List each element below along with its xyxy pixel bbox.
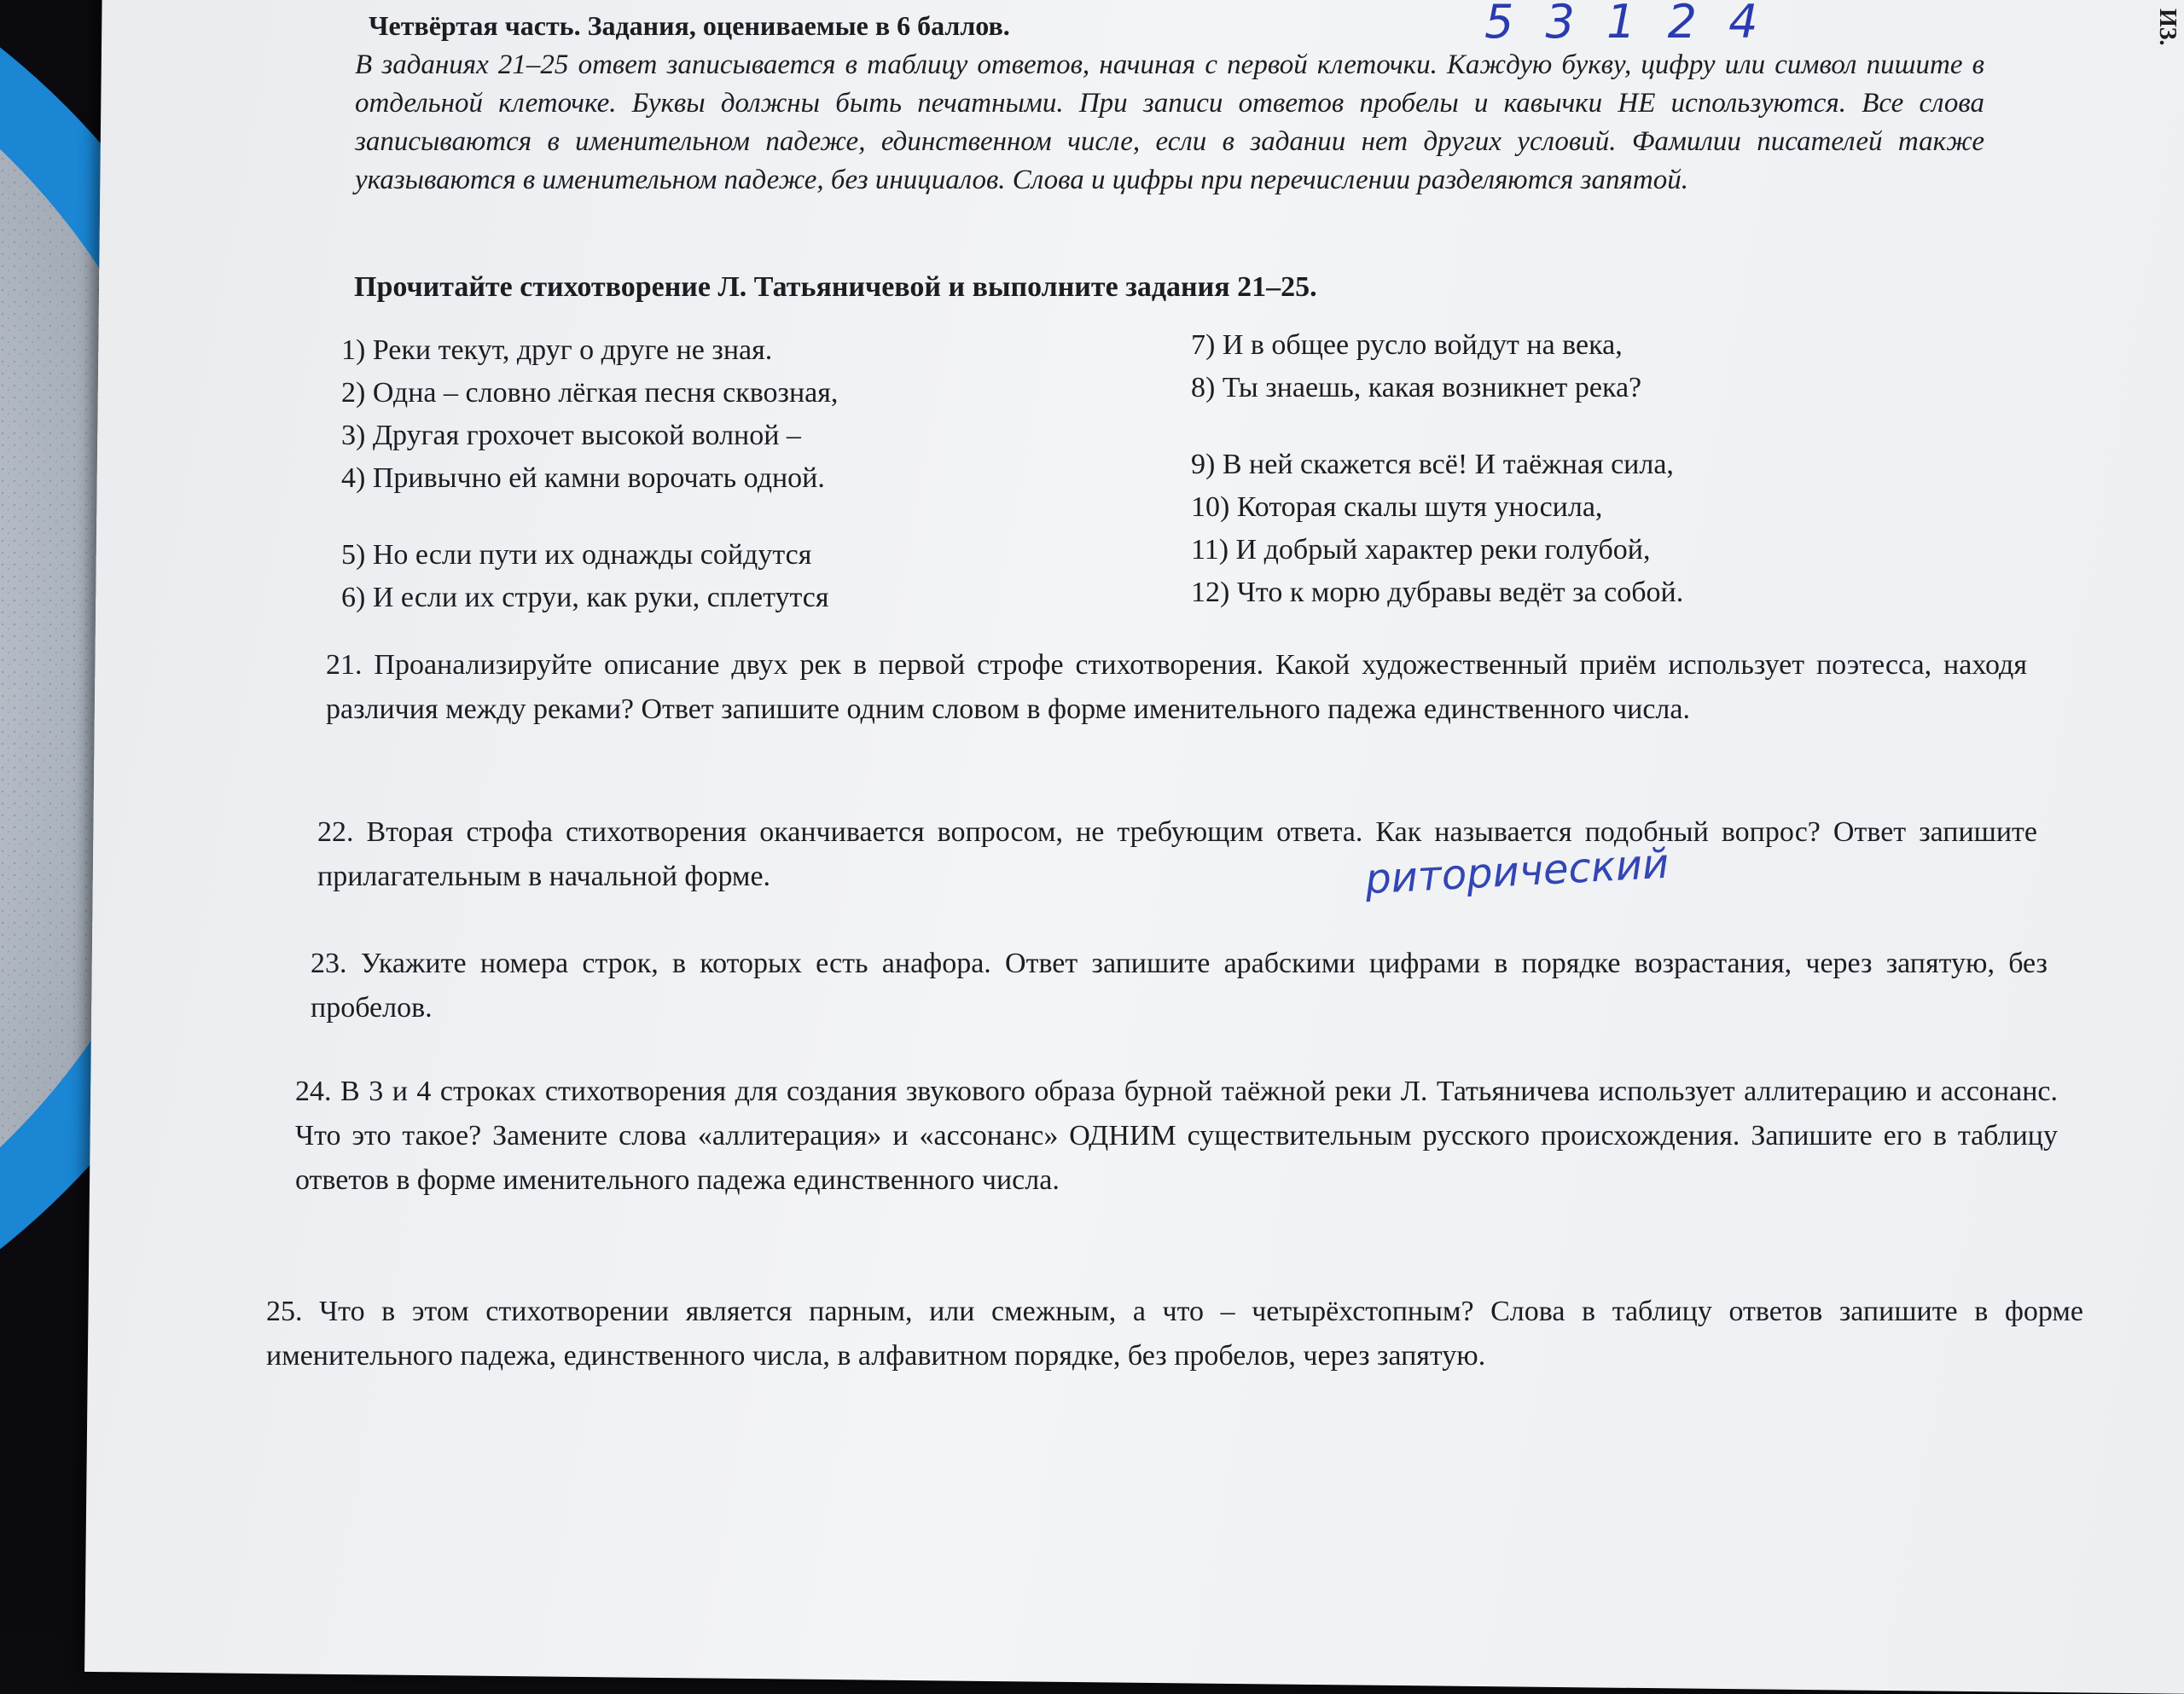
poem-line: 2) Одна – словно лёгкая песня сквозная, [341, 377, 839, 409]
question-text: 22. Вторая строфа стихотворения оканчивается вопросом, не требующим ответа. Как называется подобный вопрос? Ответ запишите прилагательным в начальной форме. [317, 816, 2037, 892]
question-text: 25. Что в этом стихотворении является парным, или смежным, а что – четырёхстопным? Слова в таблицу ответов запишите в форме именительного падежа, единственного числа, в алфавитном порядке, без пробелов, через запятую. [266, 1296, 2083, 1372]
question-23 [311, 942, 2048, 1030]
poem-line: 8) Ты знаешь, какая возникнет река? [1191, 372, 1642, 403]
handwritten-answer: риторический [1363, 839, 1670, 904]
question-text: 24. В 3 и 4 строках стихотворения для создания звукового образа бурной таёжной реки Л. Татьяничева использует аллитерацию и ассонанс. Что это такое? Замените слова «аллитерация» и «ассонанс» ОДНИМ существительным русского происхождения. Запишите его в таблицу ответов в форме именительного падежа единственного числа. [295, 1076, 2058, 1196]
poem-line: 6) И если их струи, как руки, сплетутся [341, 582, 829, 613]
poem-line: 1) Реки текут, друг о друге не зная. [341, 334, 773, 366]
poem-left-column [341, 329, 838, 619]
reading-title: Прочитайте стихотворение Л. Татьяничевой и выполните задания 21–25. [354, 271, 1317, 303]
poem-line: 9) В ней скажется всё! И таёжная сила, [1191, 449, 1674, 480]
poem-right-column [1191, 324, 1683, 614]
poem-line: 12) Что к морю дубравы ведёт за собой. [1191, 577, 1684, 608]
question-22 [317, 810, 2037, 899]
question-25 [266, 1290, 2083, 1378]
question-24 [295, 1070, 2058, 1203]
question-21 [326, 643, 2027, 732]
poem-line: 3) Другая грохочет высокой волной – [341, 420, 801, 451]
poem-line: 10) Которая скалы шутя уносила, [1191, 491, 1603, 523]
poem-line: 5) Но если пути их однажды сойдутся [341, 539, 812, 571]
question-text: 23. Укажите номера строк, в которых есть анафора. Ответ запишите арабскими цифрами в порядке возрастания, через запятую, без пробелов. [311, 948, 2048, 1024]
instructions-text: В заданиях 21–25 ответ записывается в таблицу ответов, начиная с первой клеточки. Каждую букву, цифру или символ пишите в отдельной клеточке. Буквы должны быть печатными. При записи ответов пробелы и кавычки НЕ используются. Все слова записываются в именительном падеже, единственном числе, если в задании нет других условий. Фамилии писателей также указываются в именительном падеже, без инициалов. Слова и цифры при перечислении разделяются запятой. [355, 49, 1984, 195]
poem-line: 7) И в общее русло войдут на века, [1191, 329, 1623, 361]
handwritten-score: 5 3 1 2 4 [1484, 0, 1767, 49]
poem-line: 4) Привычно ей камни ворочать одной. [341, 462, 825, 494]
question-text: 21. Проанализируйте описание двух рек в первой строфе стихотворения. Какой художественный приём использует поэтесса, находя различия между реками? Ответ запишите одним словом в форме именительного падежа единственного числа. [326, 649, 2027, 725]
poem-line: 11) И добрый характер реки голубой, [1191, 534, 1651, 566]
section-title: Четвёртая часть. Задания, оцениваемые в 6 баллов. [369, 10, 1010, 41]
margin-mark: ИЗ. [2154, 9, 2181, 46]
